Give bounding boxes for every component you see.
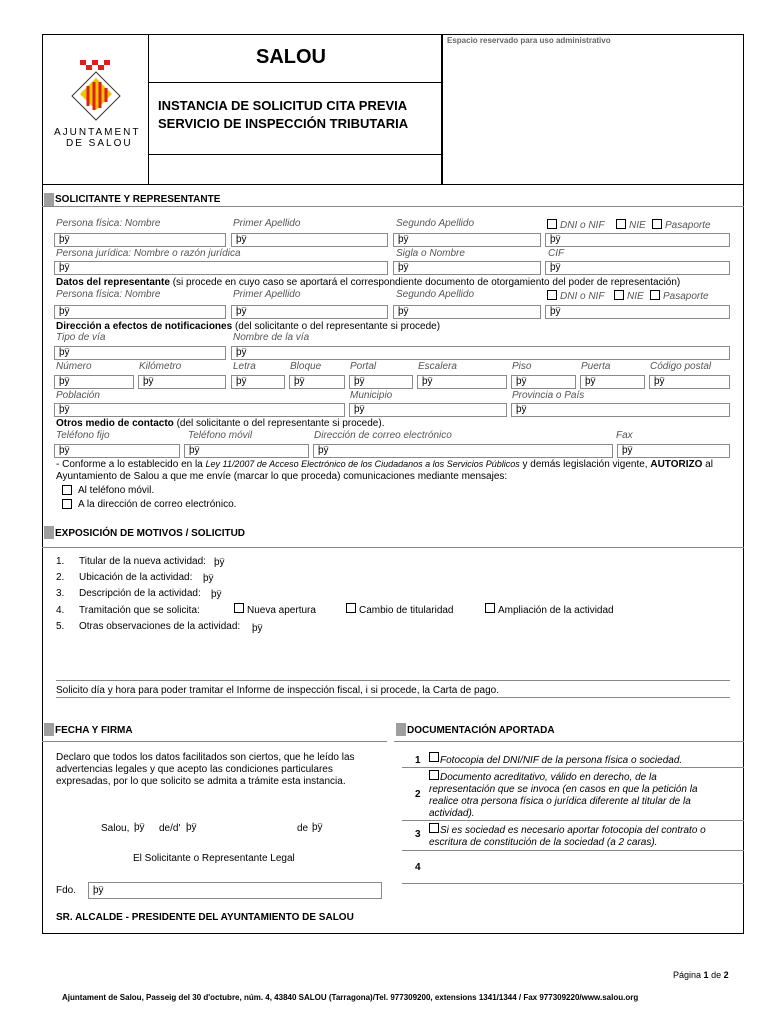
header-separator — [42, 184, 744, 185]
form-title-2: SERVICIO DE INSPECCIÓN TRIBUTARIA — [158, 116, 409, 131]
person-name-label: Persona física: Nombre — [56, 218, 161, 229]
postcode-field[interactable]: þÿ — [649, 375, 730, 389]
road-name-field[interactable]: þÿ — [231, 346, 730, 360]
section-marker — [396, 723, 406, 736]
new-opening-label: Nueva apertura — [247, 605, 316, 616]
declaration-line-3: expresadas, por lo que solicito se admita a trámite esta instancia. — [56, 776, 346, 787]
road-name-label: Nombre de la vía — [233, 332, 310, 343]
stair-label: Escalera — [418, 361, 457, 372]
stair-field[interactable]: þÿ — [417, 375, 507, 389]
notify-phone-checkbox[interactable] — [62, 485, 72, 495]
section-marker — [44, 193, 54, 206]
address-heading-rest: (del solicitante o del representante si procede) — [232, 321, 441, 332]
declaration-line-2: advertencias legales y que acepto las condiciones particulares — [56, 764, 333, 775]
mobile-label: Teléfono móvil — [188, 430, 253, 441]
representative-heading-rest: (si procede en cuyo caso se aportará el correspondiente documento de otorgamiento del poder de representación) — [169, 277, 681, 288]
number-field[interactable]: þÿ — [54, 375, 134, 389]
applicant-second-surname-field[interactable]: þÿ — [393, 233, 541, 247]
ownership-change-label: Cambio de titularidad — [359, 605, 454, 616]
footer-address: Ajuntament de Salou, Passeig del 30 d'octubre, núm. 4, 43840 SALOU (Tarragona)/Tel. 977309200, extensions 1341/1344 / Fax 977309220/www.salou.org — [62, 993, 639, 1002]
consent-line-2: Ayuntamiento de Salou a que me envíe (marcar lo que proceda) comunicaciones mediante mensajes: — [56, 471, 508, 482]
passport-checkbox[interactable] — [652, 219, 662, 229]
page-current: 1 — [703, 970, 709, 980]
doc-3-checkbox[interactable] — [429, 823, 439, 833]
rep-second-surname-label: Segundo Apellido — [396, 289, 475, 300]
signer-label: El Solicitante o Representante Legal — [133, 853, 295, 864]
town-name: SALOU — [256, 46, 326, 68]
item-2-field[interactable]: þÿ — [203, 573, 214, 584]
cif-field[interactable]: þÿ — [545, 261, 730, 275]
rep-passport-checkbox[interactable] — [650, 290, 660, 300]
email-field[interactable]: þÿ — [313, 444, 613, 458]
item-4-number: 4. — [56, 605, 65, 616]
item-4-label: Tramitación que se solicita: — [79, 605, 200, 616]
item-3-field[interactable]: þÿ — [211, 589, 222, 600]
rep-name-label: Persona física: Nombre — [56, 289, 161, 300]
item-3-label: Descripción de la actividad: — [79, 588, 201, 599]
consent-line-1 — [56, 459, 713, 470]
consent-1a: - Conforme a lo establecido en la — [56, 459, 206, 470]
population-field[interactable]: þÿ — [54, 403, 345, 417]
block-label: Bloque — [290, 361, 322, 372]
door-field[interactable]: þÿ — [580, 375, 645, 389]
doc-2-line — [402, 820, 744, 821]
day-field[interactable]: þÿ — [134, 822, 145, 833]
letter-field[interactable]: þÿ — [231, 375, 285, 389]
portal-field[interactable]: þÿ — [349, 375, 413, 389]
item-5-label: Otras observaciones de la actividad: — [79, 621, 241, 632]
address-heading-bold: Dirección a efectos de notificaciones — [56, 321, 233, 332]
header-divider — [148, 82, 442, 83]
road-type-field[interactable]: þÿ — [54, 346, 226, 360]
item-2-number: 2. — [56, 572, 65, 583]
doc-3-text-1: Si es sociedad es necesario aportar fotocopia del contrato o — [440, 825, 706, 836]
page-total: 2 — [723, 970, 729, 980]
doc-2-text-1: Documento acreditativo, válido en derecho, de la — [440, 772, 657, 783]
admin-box — [441, 34, 745, 184]
consent-1c: al — [702, 459, 713, 470]
page-of: de — [711, 970, 722, 980]
coat-of-arms-logo — [66, 58, 126, 128]
item-1-field[interactable]: þÿ — [214, 557, 225, 568]
nie-checkbox[interactable] — [616, 219, 626, 229]
consent-law: Ley 11/2007 de Acceso Electrónico de los Ciudadanos a los Servicios Públicos — [205, 459, 520, 469]
doc-4-line — [402, 883, 744, 884]
doc-2-text-4: actividad). — [429, 808, 475, 819]
doc-1-text: Fotocopia del DNI/NIF de la persona física o sociedad. — [440, 755, 683, 766]
landline-label: Teléfono fijo — [56, 430, 110, 441]
activity-extension-label: Ampliación de la actividad — [498, 605, 614, 616]
fdo-label: Fdo. — [56, 885, 77, 896]
item-3-number: 3. — [56, 588, 65, 599]
logo-text-2: DE SALOU — [66, 138, 133, 149]
rep-name-field[interactable]: þÿ — [54, 305, 226, 319]
salou-label: Salou, — [101, 823, 130, 834]
population-label: Población — [56, 390, 100, 401]
first-surname-label: Primer Apellido — [233, 218, 301, 229]
doc-3-text-2: escritura de constitución de la sociedad (a 2 caras). — [429, 837, 658, 848]
fax-field[interactable]: þÿ — [617, 444, 730, 458]
portal-label: Portal — [350, 361, 377, 372]
doc-1-line — [402, 767, 744, 768]
signature-name-field[interactable]: þÿ — [88, 882, 382, 899]
applicant-name-field[interactable]: þÿ — [54, 233, 226, 247]
admin-space-label: Espacio reservado para uso administrativo — [447, 36, 611, 45]
page-label: Página — [673, 970, 702, 980]
documents-section-title: DOCUMENTACIÓN APORTADA — [407, 725, 555, 736]
dni-checkbox[interactable] — [547, 219, 557, 229]
item-1-label: Titular de la nueva actividad: — [79, 556, 206, 567]
cif-label: CIF — [548, 248, 565, 259]
rep-nie-label: NIE — [627, 291, 644, 302]
ownership-change-checkbox[interactable] — [346, 603, 356, 613]
email-label: Dirección de correo electrónico — [314, 430, 452, 441]
rep-dni-checkbox[interactable] — [547, 290, 557, 300]
floor-field[interactable]: þÿ — [511, 375, 576, 389]
passport-label: Pasaporte — [665, 220, 711, 231]
item-2-label: Ubicación de la actividad: — [79, 572, 193, 583]
doc-2-checkbox[interactable] — [429, 770, 439, 780]
doc-3-line — [402, 850, 744, 851]
consent-1b: y demás legislación vigente, — [519, 459, 651, 470]
province-field[interactable]: þÿ — [511, 403, 730, 417]
contact-heading — [56, 418, 384, 429]
letter-label: Letra — [233, 361, 256, 372]
door-label: Puerta — [581, 361, 611, 372]
item-1-number: 1. — [56, 556, 65, 567]
signature-section-line — [42, 741, 387, 742]
fax-label: Fax — [616, 430, 633, 441]
doc-2-text-2: representación que se invoca (en casos en que la petición la — [429, 784, 698, 795]
applicant-section-line — [42, 206, 744, 207]
documents-section-line — [394, 741, 744, 742]
doc-3-number: 3 — [415, 829, 421, 840]
applicant-id-field[interactable]: þÿ — [545, 233, 730, 247]
address-heading — [56, 321, 440, 332]
rep-second-surname-field[interactable]: þÿ — [393, 305, 541, 319]
legal-name-field[interactable]: þÿ — [54, 261, 388, 275]
section-marker — [44, 526, 54, 539]
applicant-section-title: SOLICITANTE Y REPRESENTANTE — [55, 194, 221, 205]
contact-heading-bold: Otros medio de contacto — [56, 418, 174, 429]
representative-heading — [56, 277, 680, 288]
legal-name-label: Persona jurídica: Nombre o razón jurídica — [56, 248, 241, 259]
doc-1-checkbox[interactable] — [429, 752, 439, 762]
rep-id-field[interactable]: þÿ — [545, 305, 730, 319]
mobile-field[interactable]: þÿ — [184, 444, 309, 458]
doc-2-text-3: realice otra persona física o jurídica diferente al titular de la — [429, 796, 691, 807]
landline-field[interactable]: þÿ — [54, 444, 180, 458]
number-label: Número — [56, 361, 92, 372]
doc-2-number: 2 — [415, 789, 421, 800]
form-title-1: INSTANCIA DE SOLICITUD CITA PREVIA — [158, 98, 408, 113]
km-field[interactable]: þÿ — [138, 375, 226, 389]
item-5-number: 5. — [56, 621, 65, 632]
exposition-section-title: EXPOSICIÓN DE MOTIVOS / SOLICITUD — [55, 528, 246, 539]
month-field[interactable]: þÿ — [186, 822, 197, 833]
rep-passport-label: Pasaporte — [663, 291, 709, 302]
road-type-label: Tipo de vía — [56, 332, 106, 343]
request-text: Solicito día y hora para poder tramitar el Informe de inspección fiscal, i si procede, la Carta de pago. — [56, 685, 500, 696]
dni-label: DNI o NIF — [560, 220, 605, 231]
representative-heading-bold: Datos del representante — [56, 277, 170, 288]
doc-4-number: 4 — [415, 862, 421, 873]
section-marker — [44, 723, 54, 736]
page-number — [673, 970, 729, 980]
signature-section-title: FECHA Y FIRMA — [55, 725, 133, 736]
doc-1-number: 1 — [415, 755, 421, 766]
notify-email-label: A la dirección de correo electrónico. — [78, 499, 237, 510]
notify-email-checkbox[interactable] — [62, 499, 72, 509]
rep-nie-checkbox[interactable] — [614, 290, 624, 300]
new-opening-checkbox[interactable] — [234, 603, 244, 613]
exposition-section-line — [42, 547, 744, 548]
logo-text-1: AJUNTAMENT — [54, 127, 141, 138]
acronym-label: Sigla o Nombre — [396, 248, 465, 259]
block-field[interactable]: þÿ — [289, 375, 345, 389]
rep-first-surname-field[interactable]: þÿ — [231, 305, 388, 319]
applicant-first-surname-field[interactable]: þÿ — [231, 233, 388, 247]
notify-phone-label: Al teléfono móvil. — [78, 485, 155, 496]
header-bottom-line — [148, 154, 442, 155]
consent-authorize: AUTORIZO — [650, 459, 703, 470]
province-label: Provincia o País — [512, 390, 585, 401]
de-label: de — [297, 823, 309, 834]
de-d-label: de/d' — [159, 823, 181, 834]
km-label: Kilómetro — [139, 361, 182, 372]
rep-dni-label: DNI o NIF — [560, 291, 605, 302]
year-field[interactable]: þÿ — [312, 822, 323, 833]
second-surname-label: Segundo Apellido — [396, 218, 475, 229]
item-5-field[interactable]: þÿ — [252, 623, 263, 634]
acronym-field[interactable]: þÿ — [393, 261, 541, 275]
request-line — [56, 697, 730, 698]
declaration-line-1: Declaro que todos los datos facilitados son ciertos, que he leído las — [56, 752, 355, 763]
observations-line — [56, 680, 730, 681]
municipality-field[interactable]: þÿ — [349, 403, 507, 417]
addressee: SR. ALCALDE - PRESIDENTE DEL AYUNTAMIENTO DE SALOU — [56, 912, 354, 923]
contact-heading-rest: (del solicitante o del representante si procede). — [173, 418, 385, 429]
rep-first-surname-label: Primer Apellido — [233, 289, 301, 300]
floor-label: Piso — [512, 361, 532, 372]
postcode-label: Código postal — [650, 361, 712, 372]
municipality-label: Municipio — [350, 390, 393, 401]
activity-extension-checkbox[interactable] — [485, 603, 495, 613]
nie-label: NIE — [629, 220, 646, 231]
